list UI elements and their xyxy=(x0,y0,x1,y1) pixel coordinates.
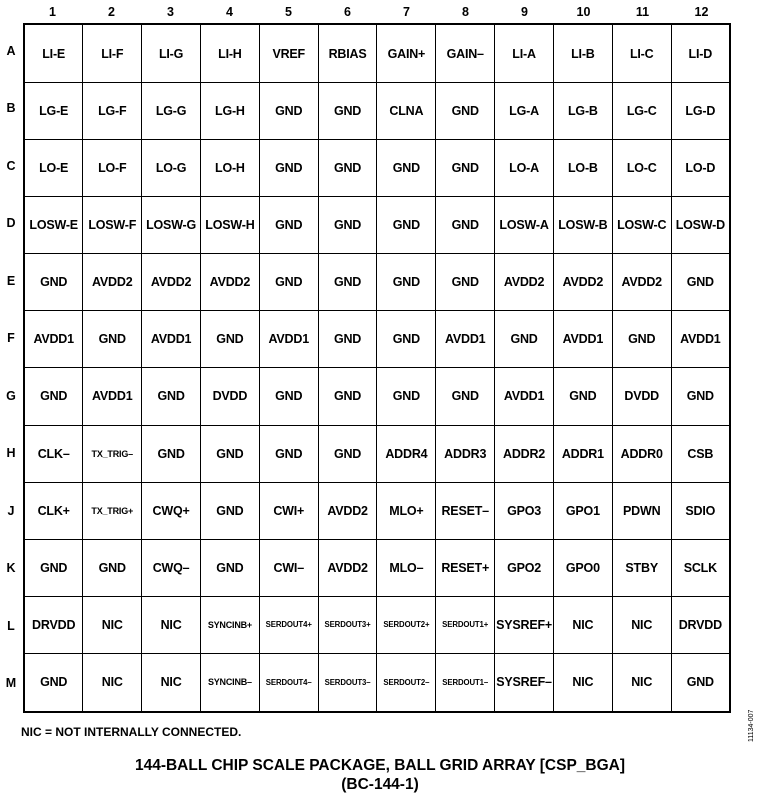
pin-cell: SCLK xyxy=(671,539,730,596)
pin-cell: GPO0 xyxy=(553,539,612,596)
pin-cell: AVDD1 xyxy=(83,368,142,425)
pin-cell: AVDD1 xyxy=(24,311,83,368)
pin-cell: GND xyxy=(259,425,318,482)
column-label: 6 xyxy=(344,5,351,19)
pin-cell: GND xyxy=(318,254,377,311)
pin-cell: AVDD2 xyxy=(83,254,142,311)
pin-cell: GND xyxy=(142,368,201,425)
pin-cell: DVDD xyxy=(200,368,259,425)
pin-cell: GND xyxy=(200,482,259,539)
pin-cell: CLNA xyxy=(377,83,436,140)
pin-cell: GND xyxy=(259,368,318,425)
pin-cell: NIC xyxy=(612,596,671,653)
pin-cell: ADDR0 xyxy=(612,425,671,482)
pin-row xyxy=(24,83,730,140)
pin-cell: LI-B xyxy=(553,24,612,83)
pin-cell: LG-B xyxy=(553,83,612,140)
pin-cell: GND xyxy=(83,311,142,368)
pin-cell: GND xyxy=(318,368,377,425)
pin-row xyxy=(24,368,730,425)
pin-cell: AVDD1 xyxy=(142,311,201,368)
pin-cell: AVDD2 xyxy=(553,254,612,311)
pin-cell: GND xyxy=(671,254,730,311)
pin-cell: LOSW-G xyxy=(142,197,201,254)
pin-cell: ADDR1 xyxy=(553,425,612,482)
pin-cell: SERDOUT2+ xyxy=(377,596,436,653)
column-label: 5 xyxy=(285,5,292,19)
column-label: 1 xyxy=(49,5,56,19)
pin-cell: GND xyxy=(259,254,318,311)
pin-cell: GPO3 xyxy=(495,482,554,539)
pin-cell: GND xyxy=(671,653,730,712)
pin-cell: GND xyxy=(318,83,377,140)
pin-cell: GND xyxy=(377,254,436,311)
pin-cell: LO-C xyxy=(612,140,671,197)
pin-cell: GND xyxy=(436,197,495,254)
pin-cell: SYNCINB+ xyxy=(200,596,259,653)
pin-cell: SERDOUT2– xyxy=(377,653,436,712)
pin-cell: LG-D xyxy=(671,83,730,140)
pin-cell: LOSW-E xyxy=(24,197,83,254)
row-label: A xyxy=(6,43,16,58)
pin-cell: GND xyxy=(436,83,495,140)
pin-row xyxy=(24,24,730,83)
pin-cell: SERDOUT4+ xyxy=(259,596,318,653)
pin-cell: GND xyxy=(318,425,377,482)
pin-cell: LI-C xyxy=(612,24,671,83)
row-label: J xyxy=(7,503,15,518)
pin-cell: LO-D xyxy=(671,140,730,197)
column-label: 11 xyxy=(635,5,650,19)
pin-row xyxy=(24,254,730,311)
row-label: G xyxy=(6,388,16,403)
pin-cell: GND xyxy=(24,254,83,311)
pin-row xyxy=(24,197,730,254)
pin-cell: LOSW-B xyxy=(553,197,612,254)
pin-cell: LOSW-A xyxy=(495,197,554,254)
pin-cell: LG-H xyxy=(200,83,259,140)
pin-cell: NIC xyxy=(553,596,612,653)
pin-cell: NIC xyxy=(612,653,671,712)
column-label: 4 xyxy=(226,5,233,19)
pin-cell: NIC xyxy=(142,653,201,712)
pin-cell: MLO– xyxy=(377,539,436,596)
pin-cell: GND xyxy=(200,311,259,368)
pin-cell: SERDOUT4– xyxy=(259,653,318,712)
pin-cell: RBIAS xyxy=(318,24,377,83)
column-label: 8 xyxy=(462,5,469,19)
row-label: K xyxy=(6,561,16,576)
column-label: 7 xyxy=(403,5,410,19)
pin-cell: NIC xyxy=(553,653,612,712)
pin-cell: GND xyxy=(436,140,495,197)
nic-note: NIC = NOT INTERNALLY CONNECTED. xyxy=(21,725,242,739)
pin-cell: CWI– xyxy=(259,539,318,596)
pin-cell: GND xyxy=(377,311,436,368)
pin-cell: ADDR4 xyxy=(377,425,436,482)
pin-cell: LOSW-F xyxy=(83,197,142,254)
pin-cell: GAIN+ xyxy=(377,24,436,83)
pin-cell: AVDD2 xyxy=(200,254,259,311)
row-label: L xyxy=(7,618,15,633)
column-label: 3 xyxy=(167,5,174,19)
pin-cell: LO-G xyxy=(142,140,201,197)
pin-cell: CSB xyxy=(671,425,730,482)
pin-cell: SYNCINB– xyxy=(200,653,259,712)
pin-cell: LG-F xyxy=(83,83,142,140)
pin-cell: AVDD2 xyxy=(318,482,377,539)
pin-cell: LG-E xyxy=(24,83,83,140)
pin-cell: AVDD2 xyxy=(318,539,377,596)
pin-cell: AVDD1 xyxy=(553,311,612,368)
pin-cell: LG-A xyxy=(495,83,554,140)
row-label: H xyxy=(6,446,16,461)
package-title: 144-BALL CHIP SCALE PACKAGE, BALL GRID ARRAY [CSP_BGA] xyxy=(134,757,626,774)
pin-cell: GND xyxy=(436,368,495,425)
ball-grid xyxy=(23,23,731,713)
pin-cell: DVDD xyxy=(612,368,671,425)
pin-cell: GND xyxy=(200,425,259,482)
pin-cell: LO-A xyxy=(495,140,554,197)
column-label: 9 xyxy=(521,5,528,19)
pin-cell: GND xyxy=(377,368,436,425)
pin-cell: AVDD1 xyxy=(436,311,495,368)
pin-cell: TX_TRIG– xyxy=(83,425,142,482)
pin-cell: NIC xyxy=(142,596,201,653)
row-label: M xyxy=(5,676,17,691)
pin-row xyxy=(24,539,730,596)
document-id: 11134-007 xyxy=(748,709,755,742)
pin-cell: LO-F xyxy=(83,140,142,197)
pin-cell: STBY xyxy=(612,539,671,596)
pin-cell: AVDD2 xyxy=(495,254,554,311)
pin-row xyxy=(24,311,730,368)
pin-cell: LI-D xyxy=(671,24,730,83)
pin-row xyxy=(24,596,730,653)
pin-cell: GND xyxy=(200,539,259,596)
pin-row xyxy=(24,653,730,712)
pin-cell: GND xyxy=(24,653,83,712)
pin-cell: GND xyxy=(436,254,495,311)
column-label: 10 xyxy=(576,5,591,19)
pin-cell: NIC xyxy=(83,653,142,712)
pin-table xyxy=(23,23,731,713)
pin-cell: AVDD2 xyxy=(142,254,201,311)
pin-cell: SERDOUT1+ xyxy=(436,596,495,653)
pin-cell: PDWN xyxy=(612,482,671,539)
pin-cell: GPO2 xyxy=(495,539,554,596)
pin-row xyxy=(24,425,730,482)
pin-cell: ADDR2 xyxy=(495,425,554,482)
pin-cell: MLO+ xyxy=(377,482,436,539)
pin-row xyxy=(24,140,730,197)
pin-cell: AVDD1 xyxy=(259,311,318,368)
pin-cell: SERDOUT3– xyxy=(318,653,377,712)
pin-cell: GND xyxy=(318,197,377,254)
pin-cell: CWQ+ xyxy=(142,482,201,539)
pin-cell: GND xyxy=(259,83,318,140)
pin-cell: LO-H xyxy=(200,140,259,197)
pin-cell: DRVDD xyxy=(24,596,83,653)
pin-cell: SERDOUT1– xyxy=(436,653,495,712)
pin-cell: AVDD2 xyxy=(612,254,671,311)
pin-cell: GPO1 xyxy=(553,482,612,539)
pin-cell: SYSREF– xyxy=(495,653,554,712)
pin-cell: GND xyxy=(318,311,377,368)
row-label: B xyxy=(6,101,16,116)
row-label: F xyxy=(7,331,15,346)
pin-cell: GND xyxy=(377,140,436,197)
pin-cell: GND xyxy=(259,197,318,254)
pin-cell: GND xyxy=(495,311,554,368)
pin-cell: LI-F xyxy=(83,24,142,83)
pin-cell: LI-G xyxy=(142,24,201,83)
pin-cell: AVDD1 xyxy=(495,368,554,425)
pin-cell: LI-A xyxy=(495,24,554,83)
pin-cell: SERDOUT3+ xyxy=(318,596,377,653)
row-label: E xyxy=(6,273,16,288)
pin-cell: TX_TRIG+ xyxy=(83,482,142,539)
pin-cell: RESET+ xyxy=(436,539,495,596)
pin-cell: GND xyxy=(671,368,730,425)
pin-cell: LG-G xyxy=(142,83,201,140)
row-label: D xyxy=(6,216,16,231)
pin-cell: GND xyxy=(24,368,83,425)
pin-cell: GND xyxy=(553,368,612,425)
pin-cell: LO-E xyxy=(24,140,83,197)
pin-cell: LOSW-C xyxy=(612,197,671,254)
pin-cell: CWI+ xyxy=(259,482,318,539)
row-label: C xyxy=(6,158,16,173)
pin-cell: LO-B xyxy=(553,140,612,197)
pin-cell: GND xyxy=(318,140,377,197)
column-label: 2 xyxy=(108,5,115,19)
pin-cell: GND xyxy=(259,140,318,197)
pin-cell: CWQ– xyxy=(142,539,201,596)
pin-cell: CLK– xyxy=(24,425,83,482)
pin-cell: LI-E xyxy=(24,24,83,83)
pin-row xyxy=(24,482,730,539)
pin-cell: DRVDD xyxy=(671,596,730,653)
pin-cell: GND xyxy=(24,539,83,596)
pin-cell: GND xyxy=(142,425,201,482)
pin-cell: RESET– xyxy=(436,482,495,539)
pin-cell: GND xyxy=(612,311,671,368)
pin-cell: GND xyxy=(83,539,142,596)
pin-cell: CLK+ xyxy=(24,482,83,539)
package-code: (BC-144-1) xyxy=(341,776,419,793)
pin-cell: GAIN– xyxy=(436,24,495,83)
pin-cell: LI-H xyxy=(200,24,259,83)
pin-cell: AVDD1 xyxy=(671,311,730,368)
pin-cell: LG-C xyxy=(612,83,671,140)
pin-cell: SDIO xyxy=(671,482,730,539)
pin-cell: NIC xyxy=(83,596,142,653)
pin-cell: LOSW-D xyxy=(671,197,730,254)
pin-cell: GND xyxy=(377,197,436,254)
pin-cell: SYSREF+ xyxy=(495,596,554,653)
pin-cell: LOSW-H xyxy=(200,197,259,254)
column-label: 12 xyxy=(694,5,709,19)
pin-cell: VREF xyxy=(259,24,318,83)
pin-cell: ADDR3 xyxy=(436,425,495,482)
